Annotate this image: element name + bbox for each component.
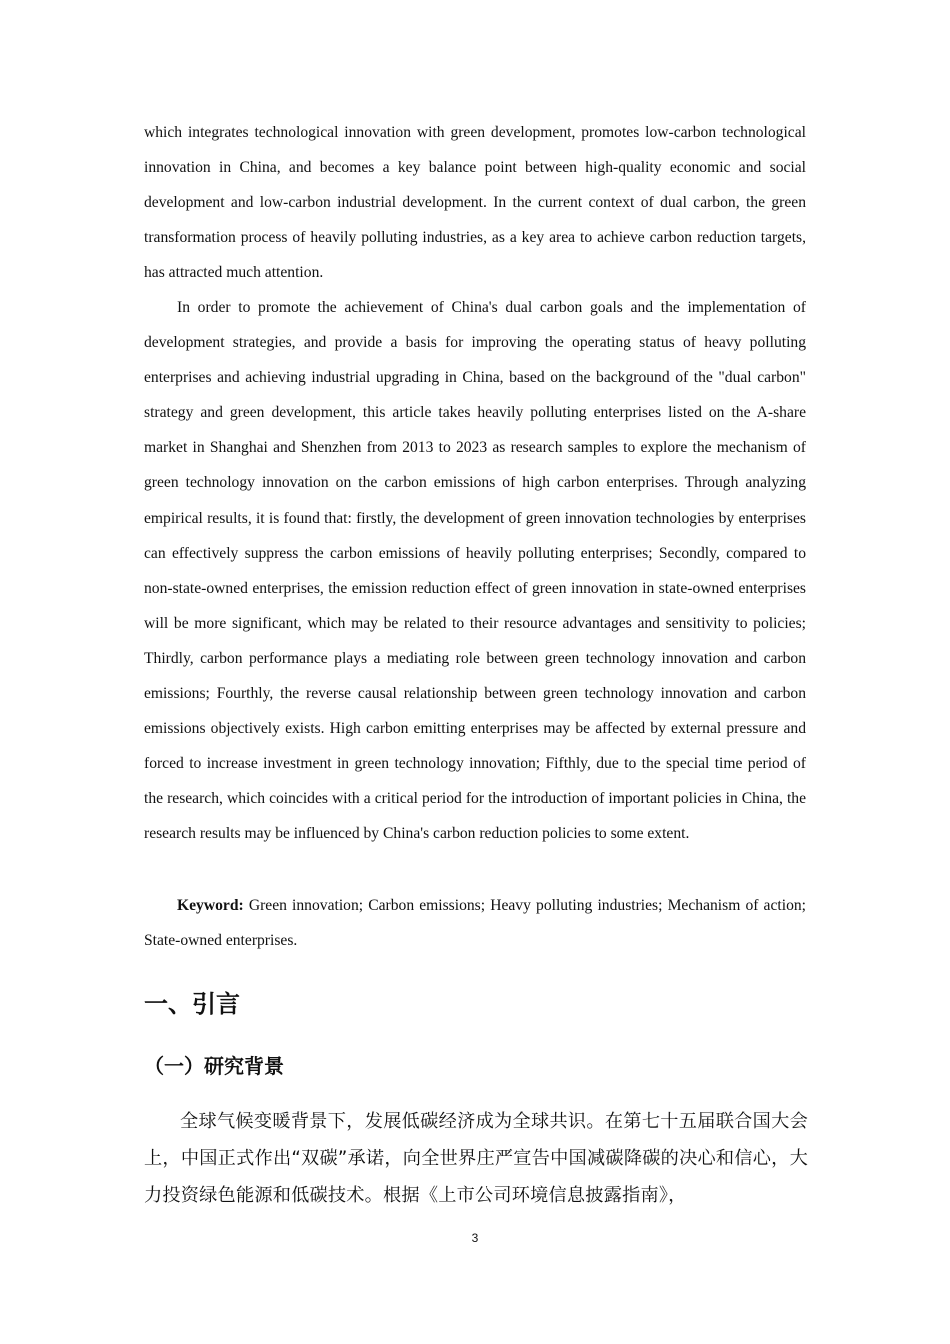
- abstract-paragraph-1: which integrates technological innovation with green development, promotes low-carbon technological innovation in China, and becomes a key balance point between high-quality economic and social development and low-carbon industrial development. In the current context of dual carbon, the green transformation process of heavily polluting industries, as a key area to achieve carbon reduction targets, has attracted much attention.: [144, 124, 806, 282]
- keywords-paragraph: [144, 888, 806, 958]
- section-heading: 一、引言: [144, 990, 240, 1018]
- keywords-label: Keyword:: [177, 897, 244, 914]
- subsection-heading: （一）研究背景: [144, 1054, 284, 1078]
- page-number: 3: [471, 1231, 479, 1245]
- body-paragraph: 全球气候变暖背景下，发展低碳经济成为全球共识。在第七十五届联合国大会上，中国正式作出“双碳”承诺，向全世界庄严宣告中国减碳降碳的决心和信心，大力投资绿色能源和低碳技术。根据《上市公司环境信息披露指南》，: [144, 1111, 808, 1206]
- abstract-paragraph-2: In order to promote the achievement of China's dual carbon goals and the implementation of development strategies, and provide a basis for improving the operating status of heavy polluting enterprises and achieving industrial upgrading in China, based on the background of the "dual carbon" strategy and green development, this article takes heavily polluting enterprises listed on the A-share market in Shanghai and Shenzhen from 2013 to 2023 as research samples to explore the mechanism of green technology innovation on the carbon emissions of high carbon enterprises. Through analyzing empirical results, it is found that: firstly, the development of green innovation technologies by enterprises can effectively suppress the carbon emissions of heavily polluting enterprises; Secondly, compared to non-state-owned enterprises, the emission reduction effect of green innovation in state-owned enterprises will be more significant, which may be related to their resource advantages and sensitivity to policies; Thirdly, carbon performance plays a mediating role between green technology innovation and carbon emissions; Fourthly, the reverse causal relationship between green technology innovation and carbon emissions objectively exists. High carbon emitting enterprises may be affected by external pressure and forced to increase investment in green technology innovation; Fifthly, due to the special time period of the research, which coincides with a critical period for the introduction of important policies in China, the research results may be influenced by China's carbon reduction policies to some extent.: [144, 299, 806, 843]
- keywords-text: Green innovation; Carbon emissions; Heavy polluting industries; Mechanism of action; State-owned enterprises.: [144, 897, 806, 950]
